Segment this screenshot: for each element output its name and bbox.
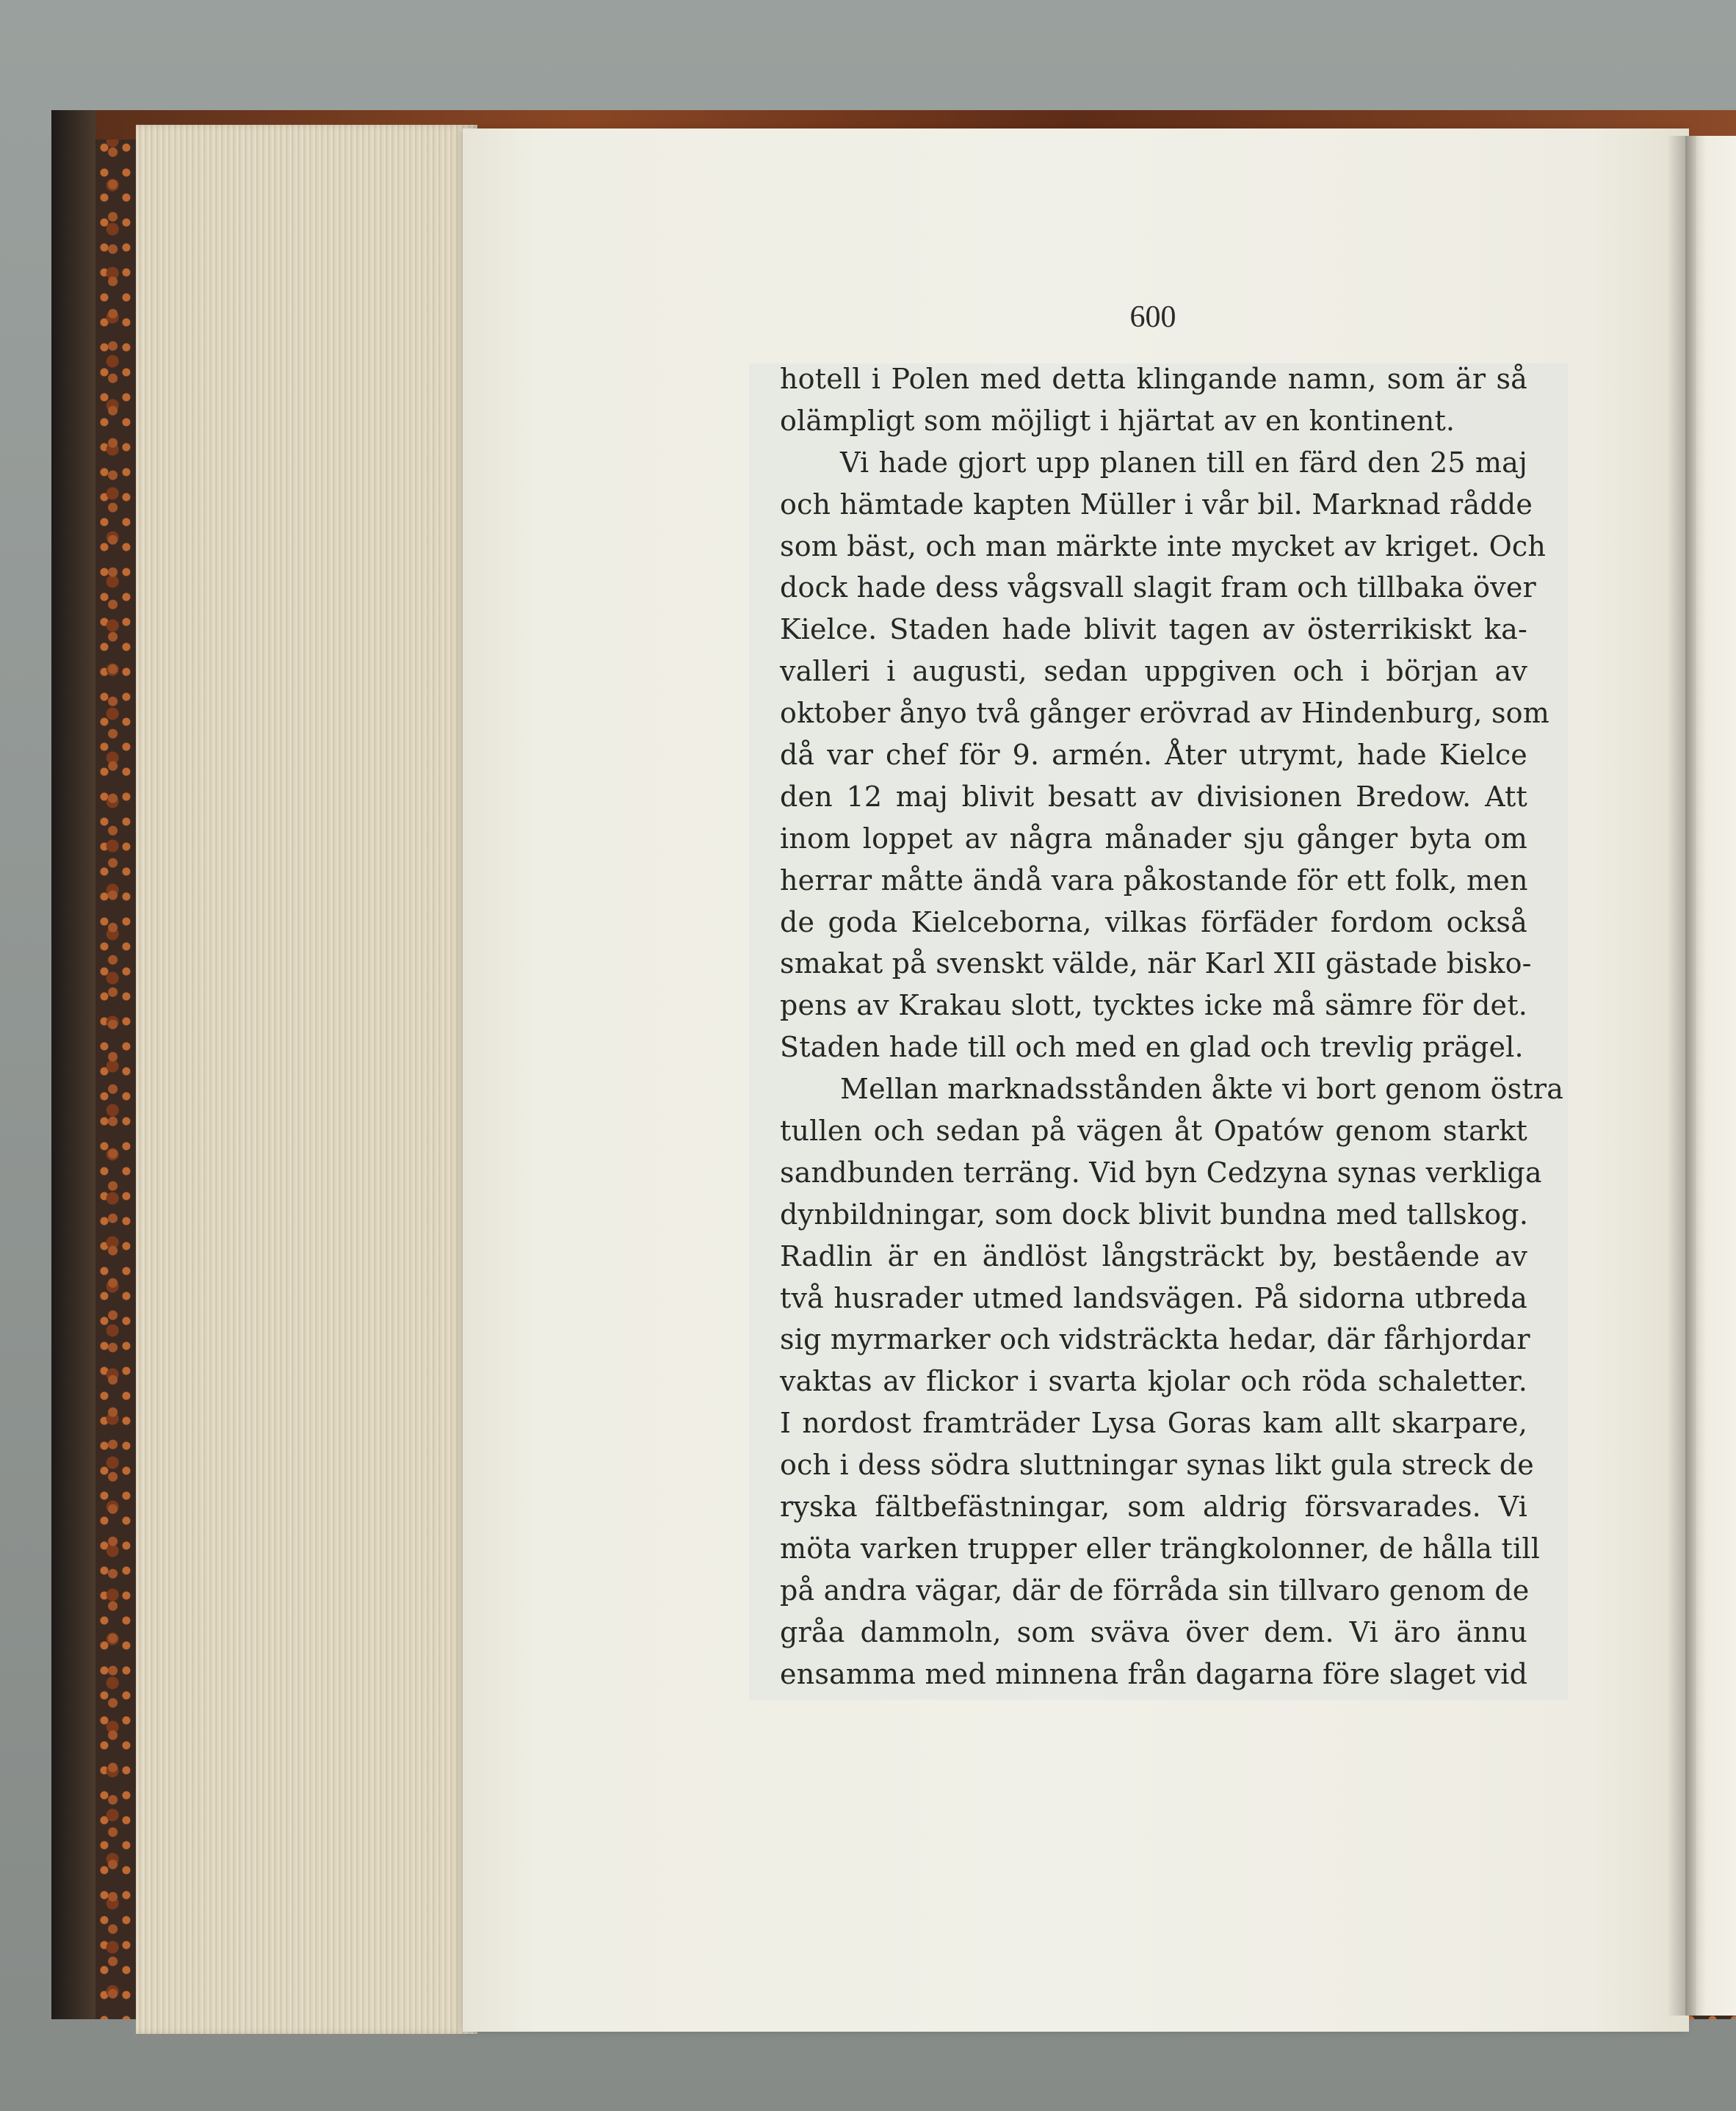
text-line: Radlin är en ändlöst långsträckt by, bestående av [780, 1239, 1527, 1272]
text-line: I nordost framträder Lysa Goras kam allt skarpare, [780, 1407, 1527, 1440]
page-stack-fore-edge [136, 125, 477, 2034]
text-line: inom loppet av några månader sju gånger byta om [780, 822, 1527, 855]
text-line: pens av Krakau slott, tycktes icke må sämre för det. [780, 989, 1527, 1022]
text-line: vaktas av flickor i svarta kjolar och röda schaletter. [780, 1365, 1527, 1398]
text-line: Vi hade gjort upp planen till en färd den 25 maj [840, 446, 1527, 479]
text-line: på andra vägar, där de förråda sin tillvaro genom de [780, 1574, 1530, 1607]
text-line: sig myrmarker och vidsträckta hedar, där fårhjordar [780, 1323, 1530, 1356]
page-number: 600 [1129, 300, 1176, 334]
text-line: då var chef för 9. armén. Åter utrymt, hade Kielce [780, 739, 1527, 772]
text-line: valleri i augusti, sedan uppgiven och i början av [780, 655, 1527, 688]
text-line: olämpligt som möjligt i hjärtat av en kontinent. [780, 404, 1455, 437]
text-line: och i dess södra sluttningar synas likt gula streck de [780, 1449, 1534, 1482]
text-line: dock hade dess vågsvall slagit fram och tillbaka över [780, 571, 1536, 604]
text-line: dynbildningar, som dock blivit bundna med tallskog. [780, 1198, 1529, 1231]
text-line: Staden hade till och med en glad och trevlig prägel. [780, 1031, 1524, 1064]
page-gutter-shadow [1667, 136, 1696, 2016]
text-line: ryska fältbefästningar, som aldrig försvarades. Vi [780, 1491, 1527, 1524]
text-line: tullen och sedan på vägen åt Opatów genom starkt [780, 1115, 1527, 1148]
text-line: herrar måtte ändå vara påkostande för ett folk, men [780, 863, 1528, 897]
text-line: Kielce. Staden hade blivit tagen av österrikiskt ka- [780, 613, 1527, 646]
text-line: Mellan marknadsstånden åkte vi bort genom östra [840, 1073, 1564, 1106]
text-line: smakat på svenskt välde, när Karl XII gästade bisko- [780, 947, 1532, 980]
text-line: den 12 maj blivit besatt av divisionen Bredow. Att [780, 780, 1527, 813]
cover-spine-edge [51, 110, 95, 2019]
body-text [780, 358, 1564, 1695]
text-line: sandbunden terräng. Vid byn Cedzyna synas verkliga [780, 1156, 1542, 1189]
text-line: och hämtade kapten Müller i vår bil. Marknad rådde [780, 488, 1533, 521]
text-line: hotell i Polen med detta klingande namn, som är så [780, 363, 1527, 395]
text-line: möta varken trupper eller trängkolonner, de hålla till [780, 1532, 1541, 1565]
text-line: oktober ånyo två gånger erövrad av Hindenburg, som [780, 697, 1549, 730]
text-line: gråa dammoln, som sväva över dem. Vi äro ännu [780, 1615, 1527, 1648]
text-line: de goda Kielceborna, vilkas förfäder fordom också [780, 905, 1527, 938]
text-line: ensamma med minnena från dagarna före slaget vid [780, 1657, 1528, 1690]
text-line: som bäst, och man märkte inte mycket av kriget. Och [780, 529, 1547, 562]
text-line: två husrader utmed landsvägen. På sidorna utbreda [780, 1281, 1527, 1314]
